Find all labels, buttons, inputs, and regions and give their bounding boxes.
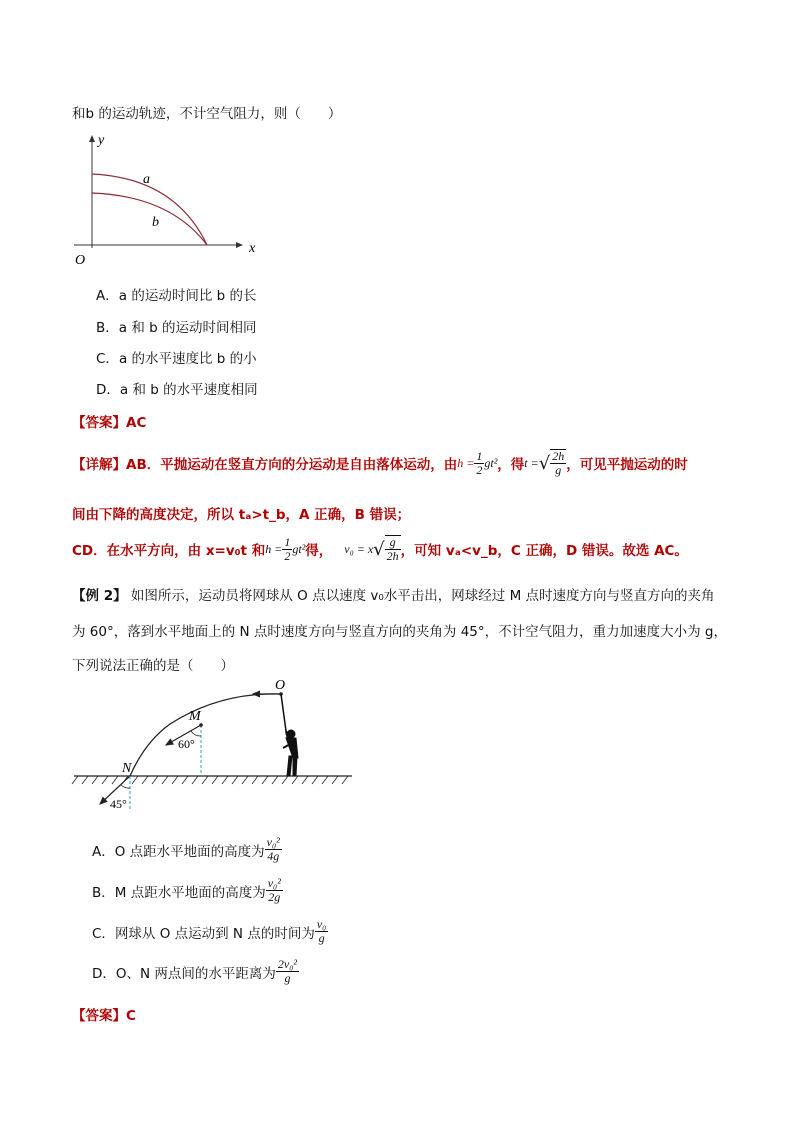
ground-hatching bbox=[72, 776, 348, 784]
label-n: N bbox=[122, 761, 132, 776]
q1-detail-line1: 【详解】 AB．平抛运动在竖直方向的分运动是自由落体运动，由 h = $\frac{1}{2}$ gt² ，得 t = √ $\frac{2h}{g}$ ，可见平抛运动的时 bbox=[72, 448, 688, 477]
label-o: O bbox=[275, 678, 286, 693]
q2-option-a: A． O 点距水平地面的高度为 $\frac{\text{v₀²}}{4g}$ bbox=[92, 835, 280, 863]
q2-stem-line3: 下列说法正确的是（ ） bbox=[72, 658, 234, 674]
angle-label-m: 60° bbox=[178, 737, 195, 751]
x-axis-label: x bbox=[249, 241, 256, 256]
q1-option-c: C．a 的水平速度比 b 的小 bbox=[96, 351, 257, 367]
q2-stem-line1: 【例 2】 如图所示，运动员将网球从 O 点以速度 v₀水平击出，网球经过 M 点时速度方向与竖直方向的夹角 bbox=[72, 588, 715, 604]
ball-trajectory bbox=[130, 694, 281, 776]
q2-answer: 【答案】C bbox=[72, 1008, 136, 1024]
q2-tennis-figure bbox=[70, 676, 360, 816]
y-axis-label: y bbox=[98, 133, 105, 148]
origin-label: O bbox=[75, 253, 86, 268]
q2-option-c: C． 网球从 O 点运动到 N 点的时间为 $\frac{\text{v₀}}{g}$ bbox=[92, 917, 327, 945]
q1-answer: 【答案】AC bbox=[72, 415, 147, 431]
q1-option-b: B．a 和 b 的运动时间相同 bbox=[96, 320, 257, 336]
q2-option-b: B． M 点距水平地面的高度为 $\frac{\text{v₀²}}{2g}$ bbox=[92, 876, 281, 904]
angle-arc-m bbox=[191, 731, 201, 736]
angle-arc-n bbox=[121, 785, 130, 788]
q1-stem: 和b 的运动轨迹，不计空气阻力，则（ ） bbox=[72, 106, 342, 122]
q2-option-d: D． O、N 两点间的水平距离为 $\frac{\text{2v₀²}}{g}$ bbox=[92, 957, 298, 985]
player-silhouette bbox=[281, 694, 298, 776]
q1-trajectory-graph bbox=[70, 130, 270, 270]
q1-option-a: A．a 的运动时间比 b 的长 bbox=[96, 288, 257, 304]
label-m: M bbox=[189, 709, 201, 724]
curve-a-label: a bbox=[143, 172, 150, 187]
curve-b bbox=[92, 193, 207, 245]
curve-b-label: b bbox=[152, 215, 159, 230]
q1-detail-line2: 间由下降的高度决定，所以 tₐ>t_b，A 正确，B 错误； bbox=[72, 507, 411, 523]
q2-stem-line2: 为 60°，落到水平地面上的 N 点时速度方向与竖直方向的夹角为 45°，不计空气阻力，重力加速度大小为 g， bbox=[72, 624, 727, 640]
q1-option-d: D．a 和 b 的水平速度相同 bbox=[96, 382, 258, 398]
angle-label-n: 45° bbox=[110, 797, 127, 811]
q1-detail-line3: CD．在水平方向，由 x=v₀t 和 h = $\frac{1}{2}$ gt² 得， v₀ = x √ $\frac{g}{2h}$ ，可知 vₐ<v_b，C 正确，D 错误。故选 AC。 bbox=[72, 534, 688, 563]
